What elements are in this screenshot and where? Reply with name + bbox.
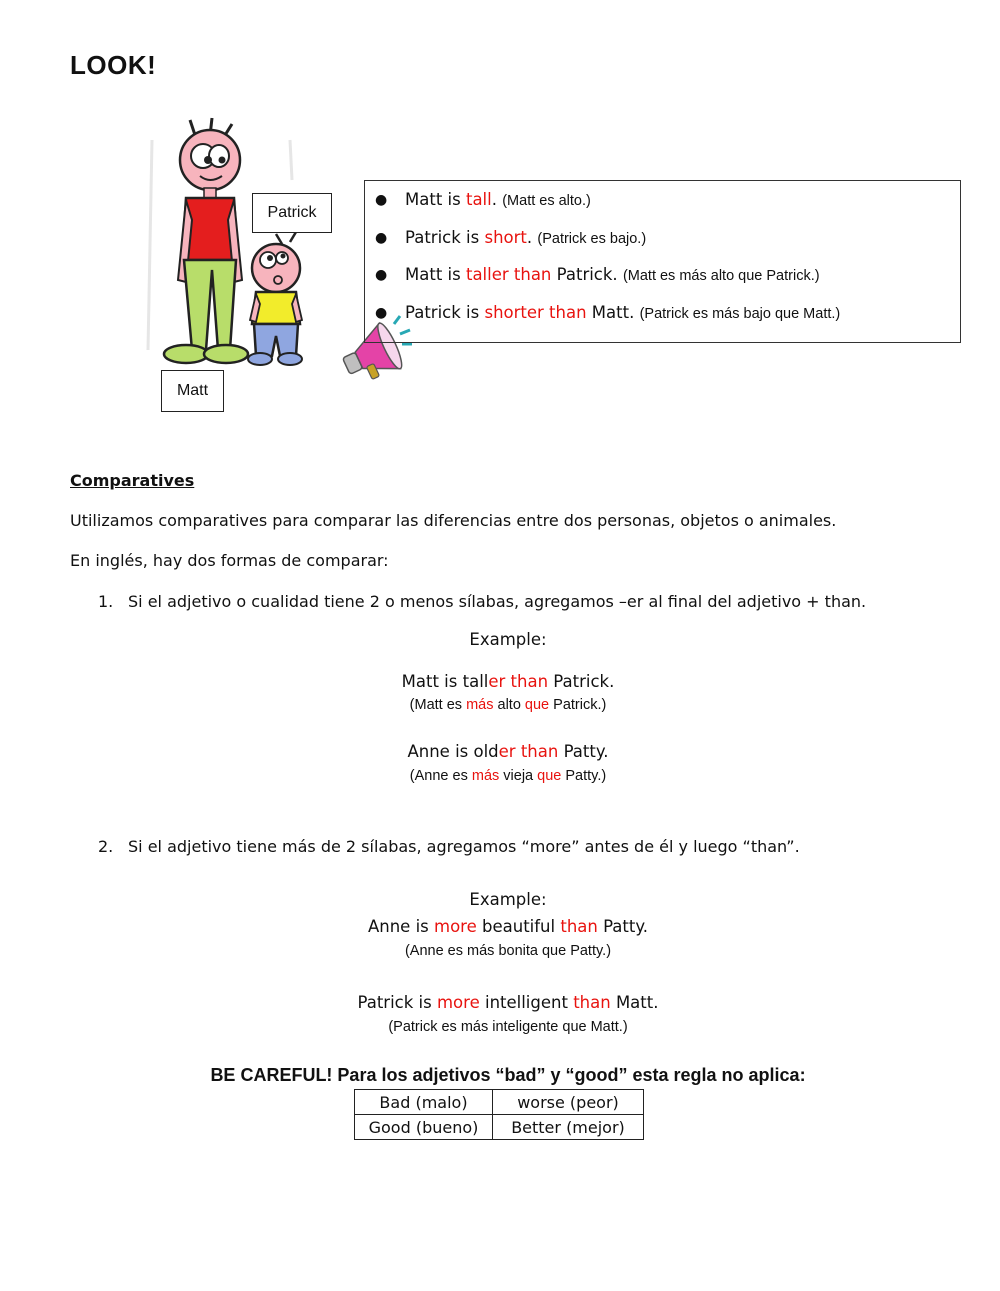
rule-2: 2. Si el adjetivo tiene más de 2 sílabas, agregamos “more” antes de él y luego “than”. xyxy=(98,837,800,856)
patrick-label: Patrick xyxy=(252,193,332,233)
page-title: LOOK! xyxy=(70,50,157,80)
list-item: ● Patrick is shorter than Matt. (Patrick es más bajo que Matt.) xyxy=(405,301,840,339)
intro-paragraph: Utilizamos comparatives para comparar las diferencias entre dos personas, objetos o animales. xyxy=(70,511,837,530)
section-heading: Comparatives xyxy=(70,471,195,490)
table-row xyxy=(355,1115,644,1140)
example-translation: (Matt es más alto que Patrick.) xyxy=(409,697,607,713)
table-cell: Bad (malo) xyxy=(355,1090,493,1115)
info-list xyxy=(375,188,841,338)
example-label-1: Example: xyxy=(469,630,547,649)
rule-1: 1. Si el adjetivo o cualidad tiene 2 o menos sílabas, agregamos –er al final del adjetivo + than. xyxy=(98,592,867,611)
intro-paragraph-2: En inglés, hay dos formas de comparar: xyxy=(70,551,389,570)
patrick-figure xyxy=(248,232,302,365)
matt-label: Matt xyxy=(161,370,224,412)
example-sentence: Matt is taller than Patrick. xyxy=(401,672,615,691)
table-cell: Better (mejor) xyxy=(493,1115,644,1140)
example-translation: (Patrick es más inteligente que Matt.) xyxy=(388,1019,628,1035)
example-label-2: Example: xyxy=(469,890,547,909)
bullet-icon: ● xyxy=(375,304,388,321)
example-translation: (Anne es más vieja que Patty.) xyxy=(409,768,607,784)
info-box xyxy=(364,180,961,343)
table-cell: Good (bueno) xyxy=(355,1115,493,1140)
careful-note: BE CAREFUL! Para los adjetivos “bad” y “good” esta regla no aplica: xyxy=(210,1065,806,1085)
matt-figure xyxy=(164,118,248,363)
example-sentence: Anne is more beautiful than Patty. xyxy=(367,917,649,936)
example-sentence: Anne is older than Patty. xyxy=(407,742,609,761)
example-translation: (Anne es más bonita que Patty.) xyxy=(404,943,612,959)
list-item: ● Patrick is short. (Patrick es bajo.) xyxy=(405,226,840,264)
bullet-icon: ● xyxy=(375,192,388,208)
table-cell: worse (peor) xyxy=(493,1090,644,1115)
bullet-icon: ● xyxy=(375,267,388,283)
irregular-table xyxy=(354,1089,644,1140)
table-row xyxy=(355,1090,644,1115)
bullet-icon: ● xyxy=(375,229,388,246)
example-sentence: Patrick is more intelligent than Matt. xyxy=(357,993,659,1012)
list-item: ● Matt is tall. (Matt es alto.) xyxy=(405,188,840,226)
list-item: ● Matt is taller than Patrick. (Matt es más alto que Patrick.) xyxy=(405,263,840,301)
